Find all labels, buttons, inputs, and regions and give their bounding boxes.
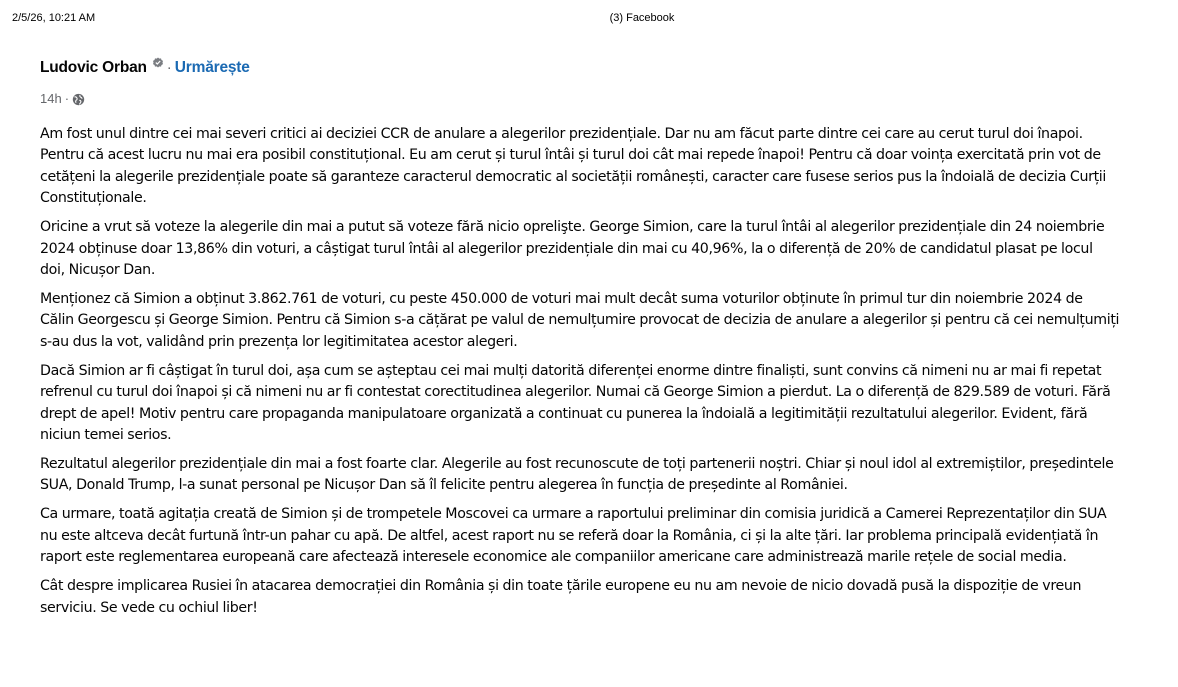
post-meta [40, 89, 1120, 107]
print-page-title: (3) Facebook [609, 12, 675, 24]
print-header [0, 12, 1178, 28]
author-name-link[interactable]: Ludovic Orban [40, 59, 147, 76]
print-date: 2/5/26, 10:21 AM [12, 12, 96, 24]
verified-badge-icon [152, 57, 164, 69]
post-paragraph: Ca urmare, toată agitația creată de Simion și de trompetele Moscovei ca urmare a raportului preliminar din comisia juridică a Camerei Reprezentaților din SUA nu este altceva decât furtună într-un pahar cu apă. De altfel, acest raport nu se referă doar la România, ci și la alte țări. Iar problema principală evidențiată în raport este reglementarea europeană care afectează interesele economice ale companiilor americane care administrează marile rețele de social media. [40, 506, 1107, 566]
post-paragraph: Oricine a vrut să voteze la alegerile din mai a putut să voteze fără nicio oprelişte. George Simion, care la turul întâi al alegerilor prezidențiale din 24 noiembrie 2024 obținuse doar 13,86% din voturi, a câștigat turul întâi al alegerilor prezidențiale din mai cu 40,96%, la o diferență de 20% de candidatul plasat pe locul doi, Nicușor Dan. [40, 219, 1105, 279]
post-paragraph: Cât despre implicarea Rusiei în atacarea democrației din România și din toate țările europene eu nu am nevoie de nicio dovadă pusă la dispoziție de vreun serviciu. Se vede cu ochiul liber! [40, 578, 1082, 616]
separator-dot: · [166, 59, 172, 76]
post-paragraph: Rezultatul alegerilor prezidențiale din mai a fost foarte clar. Alegerile au fost recunoscute de toți partenerii noștri. Chiar și noul idol al extremiștilor, președintele SUA, Donald Trump, l-a sunat personal pe Nicușor Dan să îl felicite pentru alegerea în funcția de președinte al României. [40, 456, 1114, 494]
post-paragraph: Dacă Simion ar fi câștigat în turul doi, așa cum se așteptau cei mai mulți datorită diferenței enorme dintre finaliști, sunt convins că nimeni nu ar mai fi repetat refrenul cu turul doi înapoi și că nimeni nu ar fi contestat corectitudinea alegerilor. Numai că George Simion a pierdut. La o diferență de 829.589 de voturi. Fără drept de apel! Motiv pentru care propaganda manipulatoare organizată a continuat cu punerea la îndoială a legitimității rezultatului alegerilor. Evident, fără niciun temei serios. [40, 362, 1111, 444]
follow-button[interactable]: Urmărește [174, 59, 250, 76]
post-header [40, 55, 1120, 83]
facebook-post [40, 55, 1120, 627]
post-paragraph: Am fost unul dintre cei mai severi critici ai deciziei CCR de anulare a alegerilor prezidențiale. Dar nu am făcut parte dintre cei care au cerut turul doi înapoi. Pentru că acest lucru nu mai era posibil constituțional. Eu am cerut și turul întâi și turul doi cât mai repede înapoi! Pentru că doar voința exercitată prin vot de cetățeni la alegerile prezidențiale poate să garanteze caracterul democratic al societății românești, caracter care fusese serios pus la îndoială de decizia Curții Constituționale. [40, 126, 1106, 207]
post-timestamp-link[interactable]: 14h [40, 90, 62, 106]
globe-icon [72, 93, 85, 106]
post-body [40, 124, 1120, 619]
meta-separator-dot: · [64, 90, 70, 106]
post-paragraph: Menționez că Simion a obținut 3.862.761 de voturi, cu peste 450.000 de voturi mai mult decât suma voturilor obținute în primul tur din noiembrie 2024 de Călin Georgescu și George Simion. Pentru că Simion s-a cățărat pe valul de nemulțumire provocat de decizia de anulare a alegerilor și pentru că cei nemulțumiți s-au dus la vot, validând prin prezența lor legitimitatea acestor alegeri. [40, 291, 1120, 350]
